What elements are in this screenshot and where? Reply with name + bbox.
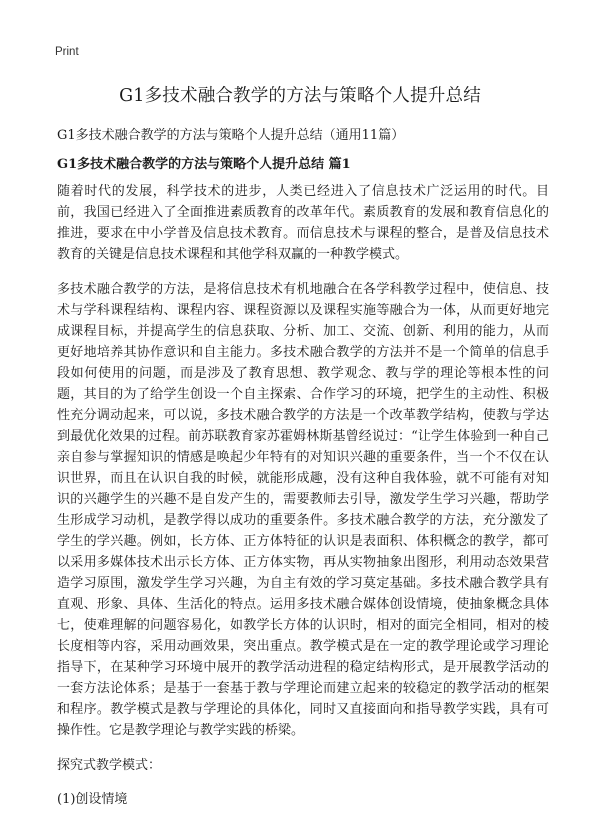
print-link[interactable]: Print xyxy=(55,46,79,58)
paragraph-intro: 随着时代的发展，科学技术的进步，人类已经进入了信息技术广泛运用的时代。目前，我国已经进入了全面推进素质教育的改革年代。素质教育的发展和教育信息化的推进，要求在中小学普及信息技术教育。而信息技术与课程的整合，是普及信息技术教育的关键是信息技术课程和其他学科双赢的一种教学模式。 xyxy=(57,184,549,262)
paragraph-model-heading: 探究式教学模式： xyxy=(57,758,162,773)
paragraph-method: 多技术融合教学的方法，是将信息技术有机地融合在各学科教学过程中，使信息、技术与学科课程结构、课程内容、课程资源以及课程实施等融合为一体，从而更好地完成课程目标，并提高学生的信息获取、分析、加工、交流、创新、利用的能力，从而更好地培养其协作意识和自主能力。多技术融合教学的方法并不是一个简单的信息手段如何使用的问题，而是涉及了教育思想、教学观念、教与学的理论等根本性的问题，其目的为了给学生创设一个自主探索、合作学习的环境，把学生的主动性、积极性充分调动起来，可以说，多技术融合教学的方法是一个改革教学结构，使教与学达到最优化效果的过程。前苏联教育家苏霍姆林斯基曾经说过：“让学生体验到一种自己亲自参与掌握知识的情感是唤起少年特有的对知识兴趣的重要条件，当一个不仅在认识世界，而且在认识自我的时候，就能形成趣，没有这种自我体验，就不可能有对知识的兴趣学生的兴趣不是自发产生的，需要教师去引导，激发学生学习兴趣，帮助学生形成学习动机，是教学得以成功的重要条件。多技术融合教学的方法，充分激发了学生的学兴趣。例如，长方体、正方体特征的认识是表面积、体积概念的教学，都可以采用多媒体技术出示长方体、正方体实物，再从实物抽象出图形，利用动态效果营造学习原围，激发学生学习兴趣，为自主有效的学习莫定基础。多技术融合教学具有直观、形象、具体、生活化的特点。运用多技术融合媒体创设情境，使抽象概念具体七，使难理解的问题容易化，如教学长方体的认识时，相对的面完全相同，相对的棱长度相等内容，采用动画效果，突出重点。教学模式是在一定的教学理论或学习理论指导下，在某种学习环境中展开的教学活动进程的稳定结构形式，是开展教学活动的一套方法论体系；是基于一套基于教与学理论而建立起来的较稳定的教学活动的框架和程序。教学模式是教与学理论的具体化，同时又直接面向和指导教学实践，具有可操作性。它是教学理论与教学实践的桥梁。 xyxy=(57,282,549,738)
paragraph-step-one: (1)创设情境 xyxy=(57,792,128,807)
section-heading: G1多技术融合教学的方法与策略个人提升总结 篇1 xyxy=(57,157,351,172)
document-subtitle: G1多技术融合教学的方法与策略个人提升总结（通用11篇） xyxy=(57,128,405,143)
document-body xyxy=(57,181,549,823)
document-title: G1多技术融合教学的方法与策略个人提升总结 xyxy=(119,86,481,106)
